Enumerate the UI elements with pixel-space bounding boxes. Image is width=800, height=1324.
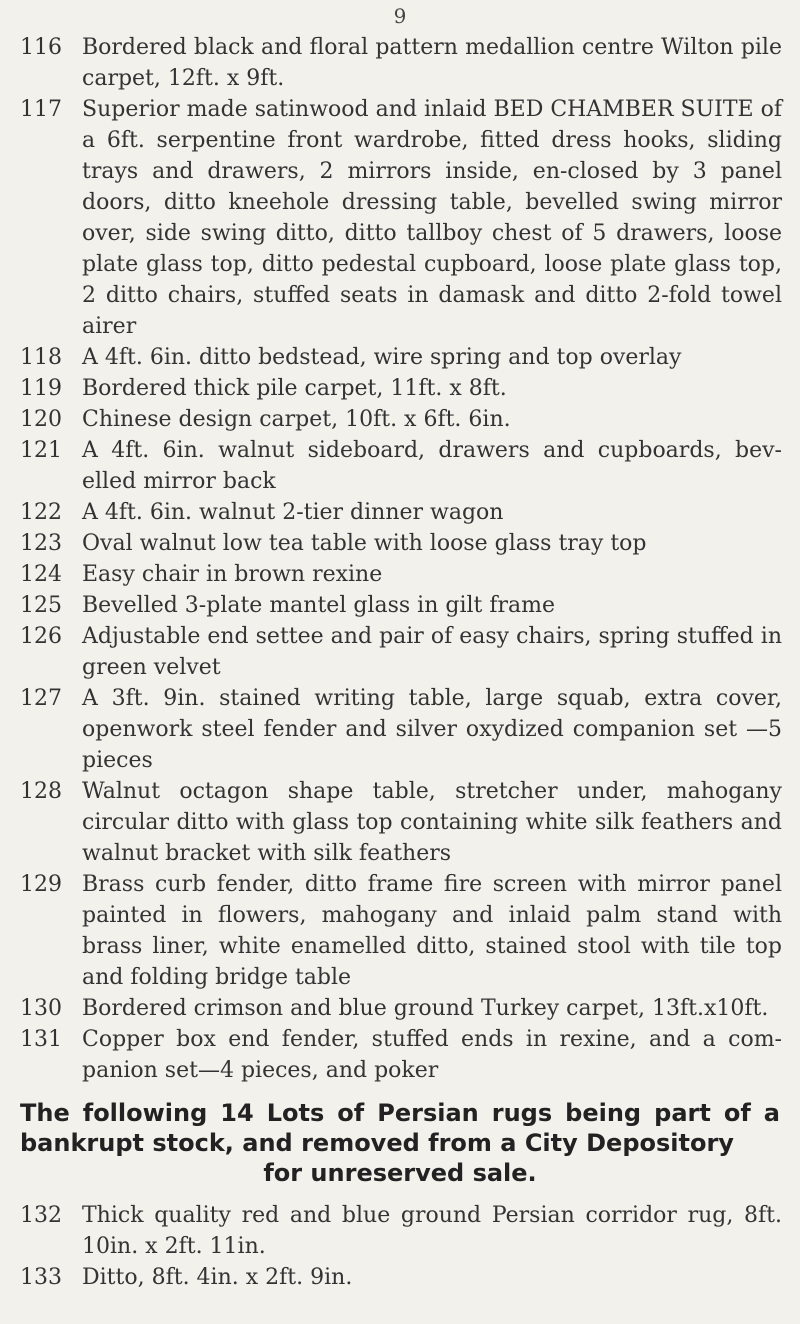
lot-number: 132 [20,1203,62,1228]
lot-entry [0,683,800,776]
lot-description: Walnut octagon shape table, stretcher under, mahogany circular ditto with glass top containing white silk feathers and walnut bracket with silk feathers [82,779,782,866]
lot-entry [0,590,800,621]
lot-description: Brass curb fender, ditto frame fire screen with mirror panel painted in flowers, mahogany and inlaid palm stand with brass liner, white enamelled ditto, stained stool with tile top and folding bridge table [82,872,782,990]
lot-list [0,32,800,1293]
lot-entry [0,1262,800,1293]
lots-before [0,32,800,1086]
lot-entry [0,559,800,590]
lot-entry [0,1024,800,1086]
lot-number: 129 [20,872,62,897]
lot-description: A 3ft. 9in. stained writing table, large squab, extra cover, openwork steel fender and silver oxydized companion set —5 pieces [82,686,782,773]
lot-entry [0,32,800,94]
lot-description: Copper box end fender, stuffed ends in rexine, and a com-panion set—4 pieces, and poker [82,1027,782,1083]
lot-description: Superior made satinwood and inlaid BED CHAMBER SUITE of a 6ft. serpentine front wardrobe, fitted dress hooks, sliding trays and drawers, 2 mirrors inside, en-closed by 3 panel doors, ditto kneehole dressing table, bevelled swing mirror over, side swing ditto, ditto tallboy chest of 5 drawers, loose plate glass top, ditto pedestal cupboard, loose plate glass top, 2 ditto chairs, stuffed seats in damask and ditto 2-fold towel airer [82,97,782,339]
lot-description: Bordered thick pile carpet, 11ft. x 8ft. [82,376,507,401]
lot-description: Oval walnut low tea table with loose glass tray top [82,531,647,556]
lot-number: 133 [20,1265,62,1290]
lot-number: 119 [20,376,62,401]
lot-number: 121 [20,438,62,463]
lot-number: 122 [20,500,62,525]
lot-number: 127 [20,686,62,711]
lot-description: Ditto, 8ft. 4in. x 2ft. 9in. [82,1265,353,1290]
lot-entry [0,404,800,435]
lot-description: Thick quality red and blue ground Persian corridor rug, 8ft. 10in. x 2ft. 11in. [82,1203,782,1259]
lot-entry [0,435,800,497]
lot-description: Bevelled 3-plate mantel glass in gilt frame [82,593,556,618]
lot-description: Bordered black and floral pattern medallion centre Wilton pile carpet, 12ft. x 9ft. [82,35,782,91]
lot-description: Bordered crimson and blue ground Turkey carpet, 13ft.x10ft. [82,996,769,1021]
lot-description: Easy chair in brown rexine [82,562,383,587]
lot-entry [0,1200,800,1262]
lot-number: 116 [20,35,62,60]
lot-entry [0,528,800,559]
lot-number: 130 [20,996,62,1021]
lot-description: A 4ft. 6in. ditto bedstead, wire spring and top overlay [82,345,682,370]
lot-number: 131 [20,1027,62,1052]
lot-number: 124 [20,562,62,587]
lot-entry [0,94,800,342]
lot-number: 123 [20,531,62,556]
lot-description: Chinese design carpet, 10ft. x 6ft. 6in. [82,407,511,432]
lot-entry [0,869,800,993]
lot-number: 120 [20,407,62,432]
lots-after [0,1200,800,1293]
lot-number: 126 [20,624,62,649]
lot-entry [0,621,800,683]
notice-line-2: for unreserved sale. [263,1159,537,1187]
lot-entry [0,497,800,528]
sale-notice [20,1098,780,1188]
lot-number: 118 [20,345,62,370]
lot-entry [0,373,800,404]
lot-description: Adjustable end settee and pair of easy chairs, spring stuffed in green velvet [82,624,782,680]
lot-entry [0,342,800,373]
notice-line-1: The following 14 Lots of Persian rugs being part of a bankrupt stock, and removed from a City Depository [20,1099,780,1157]
lot-description: A 4ft. 6in. walnut 2-tier dinner wagon [82,500,504,525]
lot-entry [0,993,800,1024]
lot-entry [0,776,800,869]
lot-number: 125 [20,593,62,618]
page-number: 9 [393,4,407,28]
lot-number: 128 [20,779,62,804]
lot-number: 117 [20,97,62,122]
lot-description: A 4ft. 6in. walnut sideboard, drawers and cupboards, bev-elled mirror back [82,438,782,494]
